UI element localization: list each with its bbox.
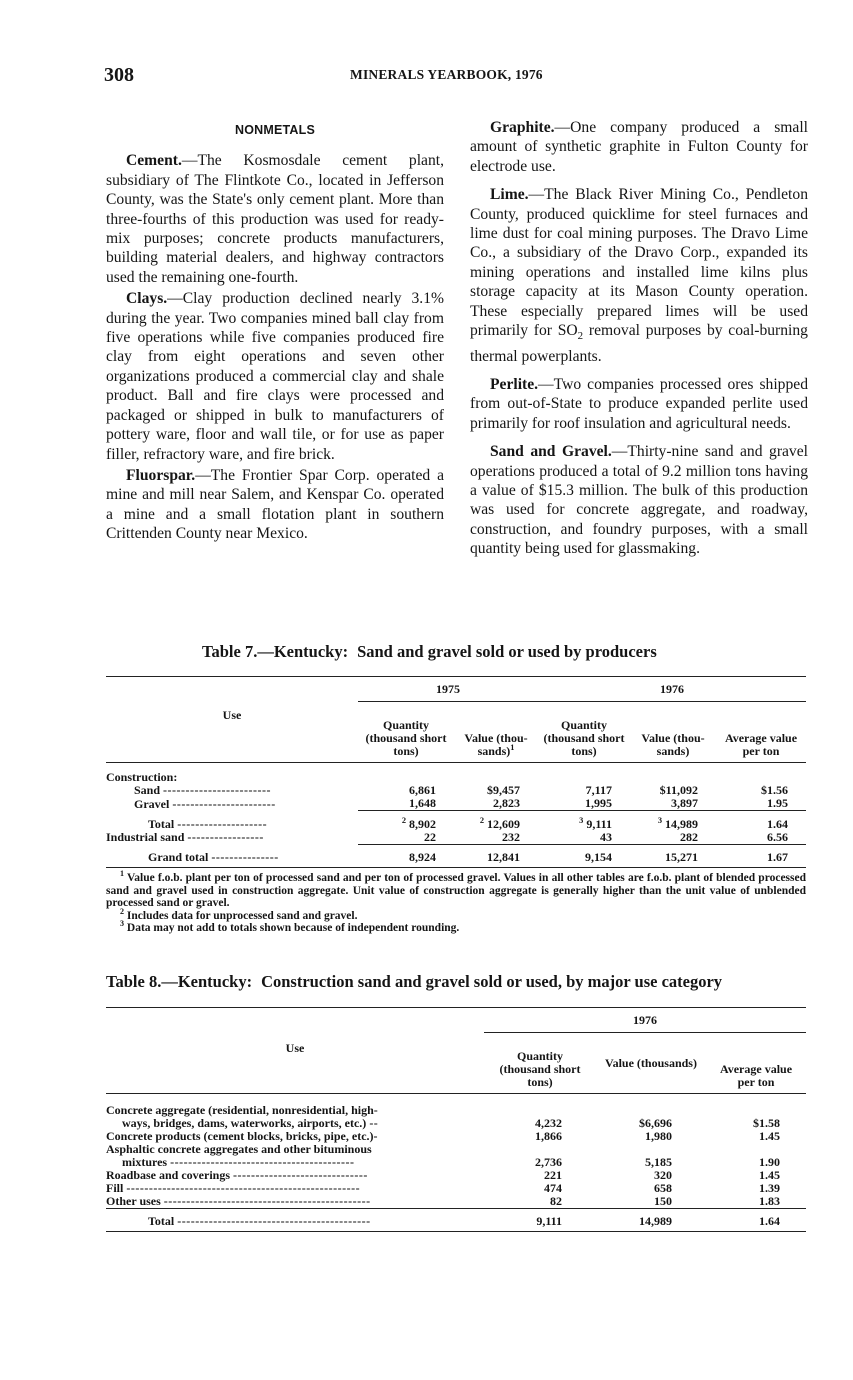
table-row <box>106 1117 806 1130</box>
paragraph-cement <box>106 151 444 287</box>
row-label: Total -------------------- <box>148 816 268 831</box>
table7-col-qty-1976: Quantity (thousand short tons) <box>543 718 625 758</box>
cell-avg: 1.95 <box>716 797 806 811</box>
run-in-heading: Sand and Gravel. <box>490 443 612 461</box>
paragraph-lime <box>470 185 808 366</box>
row-label-text: Grand total <box>148 850 209 864</box>
row-label-text: ways, bridges, dams, waterworks, airports, etc.) <box>122 1117 367 1130</box>
cell-qty-1976: 7,117 <box>585 783 612 797</box>
cell-value-1976: 282 <box>630 831 716 845</box>
table-row <box>106 797 806 811</box>
row-label-text: Other uses <box>106 1195 161 1208</box>
run-in-heading: Graphite. <box>490 119 555 136</box>
row-label: Total ------------------------------------------- <box>148 1214 371 1228</box>
row-label: Fill ---------------------------------------------------- <box>106 1182 361 1195</box>
cell-qty-1976 <box>538 811 630 831</box>
paragraph-text: removal purposes by coal-burning thermal powerplants. <box>470 322 808 365</box>
cell-value-1975: 2,823 <box>454 797 538 811</box>
table-row <box>106 1094 806 1118</box>
cell-qty: 474 <box>544 1181 562 1195</box>
table-row <box>106 1130 806 1143</box>
table7-year-1975: 1975 <box>358 677 538 702</box>
cell-value-1976: $11,092 <box>659 783 698 797</box>
row-label: Roadbase and coverings ------------------------------ <box>106 1169 368 1182</box>
table-row <box>106 831 806 845</box>
table-row <box>106 1209 806 1232</box>
cell-qty-1976: 9,154 <box>585 850 612 864</box>
row-label: mixtures ----------------------------------------- <box>122 1156 355 1169</box>
cell-avg: 1.45 <box>759 1168 780 1182</box>
run-in-heading: Perlite. <box>490 375 539 393</box>
table8 <box>106 1007 806 1232</box>
cell-value-1976 <box>630 811 716 831</box>
table8-title <box>106 972 722 992</box>
footnote-text: Data may not add to totals shown because of independent rounding. <box>126 922 460 935</box>
paragraph-text: —Two companies processed ores shipped from out-of-State to produce expanded perlite used primarily for roof insulation and agricultural needs. <box>470 375 808 432</box>
cell-qty: 4,232 <box>535 1116 562 1130</box>
paragraph-clays <box>106 289 444 464</box>
table8-col-value: Value (thousands) <box>605 1055 697 1070</box>
row-label: ways, bridges, dams, waterworks, airports, etc.) -- <box>122 1117 379 1130</box>
table-row <box>106 1156 806 1169</box>
paragraph-text: —Clay production declined nearly 3.1% during the year. Two companies mined ball clay from five operations while five companies produced fire clay from eight operations and seven other organizations produced a commercial clay and shale product. Ball and fire clays were processed and packaged or shipped in bulk to manufacturers of pottery ware, floor and wall tile, or for use as paper filler, refractory ware, and fire brick. <box>106 290 444 463</box>
cell-value: 320 <box>654 1168 672 1182</box>
paragraph-fluorspar <box>106 466 444 544</box>
running-title: MINERALS YEARBOOK, 1976 <box>350 67 543 82</box>
cell-value: 1,980 <box>645 1129 672 1143</box>
row-label-text: Sand <box>134 784 161 797</box>
cell-avg: 1.45 <box>759 1129 780 1143</box>
cell-qty-1975: 1,648 <box>358 797 454 811</box>
cell-avg: 1.64 <box>759 1214 780 1228</box>
row-label-text: mixtures <box>122 1156 168 1169</box>
table7-footnotes <box>106 869 806 935</box>
table8-title-text: Construction sand and gravel sold or used, by major use category <box>261 972 723 991</box>
cell-qty-1975 <box>358 811 454 831</box>
table7-year-1976: 1976 <box>538 677 806 702</box>
section-heading-nonmetals: NONMETALS <box>234 123 316 137</box>
cell-avg: $1.56 <box>761 783 788 797</box>
table8-col-avg: Average value per ton <box>719 1062 793 1089</box>
footnote-mark: 3 <box>120 919 125 929</box>
footnote-mark: 3 <box>579 815 584 825</box>
table7-col-value-1976: Value (thou- sands) <box>641 731 705 758</box>
cell-value-1975 <box>454 811 538 831</box>
footnote <box>106 906 806 923</box>
row-label-text: Fill <box>106 1182 124 1195</box>
footnote-text: Value f.o.b. plant per ton of processed sand and per ton of processed gravel. Values in all other tables are f.o.b. plant of blended processed sand and gravel used in construction aggregate. Unit value of construction aggregate is generally higher than the unit value of unblended processed sand or gravel. <box>106 872 806 910</box>
footnote-mark: 1 <box>120 869 125 879</box>
cell-qty-1975: 22 <box>358 831 454 845</box>
cell-avg: 1.67 <box>767 850 788 864</box>
cell-value: 150 <box>596 1195 706 1209</box>
row-label: Industrial sand ----------------- <box>106 830 264 844</box>
cell-avg: 1.39 <box>759 1181 780 1195</box>
cell-value: 658 <box>654 1181 672 1195</box>
table7-title-text: Sand and gravel sold or used by producers <box>357 642 657 661</box>
footnote-mark: 3 <box>657 815 662 825</box>
cell-avg: $1.58 <box>753 1116 780 1130</box>
cell-value-1975: $9,457 <box>487 783 520 797</box>
cell-value-1975: 232 <box>454 831 538 845</box>
row-label-text: Gravel <box>134 797 170 811</box>
table8-col-qty: Quantity (thousand short tons) <box>499 1049 581 1089</box>
table7-title-number: Table 7.—Kentucky: <box>202 642 349 661</box>
row-label: Concrete products (cement blocks, bricks, pipe, etc.)- <box>106 1130 379 1143</box>
footnote-mark: 2 <box>479 815 484 825</box>
run-in-heading: Cement. <box>126 152 182 170</box>
cell-qty: 2,736 <box>535 1155 562 1169</box>
row-label-text: Roadbase and coverings <box>106 1169 231 1182</box>
row-label: Sand ------------------------ <box>134 784 271 797</box>
row-label-line: Asphaltic concrete aggregates and other bituminous <box>106 1143 372 1156</box>
header-text: Value (thou- sands) <box>464 731 528 758</box>
table-row <box>106 844 806 868</box>
cell-avg: 1.83 <box>706 1195 806 1209</box>
paragraph-text: —The Frontier Spar Corp. operated a mine and mill near Salem, and Kenspar Co. operated a mine and a small flotation plant in southern Crittenden County near Mexico. <box>106 466 444 543</box>
table-row <box>106 811 806 831</box>
paragraph-perlite <box>470 375 808 433</box>
table7-year-row <box>106 677 806 702</box>
cell-avg: 1.64 <box>767 816 788 831</box>
cell-value-1976: 3,897 <box>630 797 716 811</box>
paragraph-text: —One company produced a small amount of synthetic graphite in Fulton County for electrode use. <box>470 119 808 175</box>
cell-value: $6,696 <box>639 1116 672 1130</box>
page-number: 308 <box>104 64 134 86</box>
table8-year-1976: 1976 <box>484 1008 806 1033</box>
table-row <box>106 784 806 797</box>
cell-qty: 9,111 <box>536 1214 562 1228</box>
paragraph-text: —Thirty-nine sand and gravel operations produced a total of 9.2 million tons having a value of $15.3 million. The bulk of this production was used for concrete aggregate, and roadway, construction, and foundry purposes, with a small quantity being used for glassmaking. <box>470 443 808 558</box>
cell-value: 8,902 <box>409 816 436 831</box>
cell-avg: 6.56 <box>716 831 806 845</box>
run-in-heading: Lime. <box>490 186 529 204</box>
left-column <box>106 118 444 546</box>
right-column <box>470 118 808 568</box>
subscript: 2 <box>577 330 584 343</box>
row-label-line: Concrete aggregate (residential, nonresidential, high- <box>106 1103 378 1117</box>
page-header <box>104 64 806 90</box>
footnote-mark: 1 <box>510 743 515 752</box>
table7 <box>106 676 806 868</box>
cell-qty-1976: 1,995 <box>538 797 630 811</box>
table-row <box>106 1195 806 1209</box>
table-row <box>106 1182 806 1195</box>
table7-col-value-1975 <box>454 702 538 763</box>
row-label: Other uses ---------------------------------------------- <box>106 1195 484 1209</box>
footnote <box>106 919 806 935</box>
cell-value: 12,609 <box>487 816 520 831</box>
footnote-mark: 2 <box>401 815 406 825</box>
table-row <box>106 1169 806 1182</box>
table7-col-avg: Average value per ton <box>724 731 798 758</box>
table8-use-header: Use <box>285 1041 305 1055</box>
cell-value: 14,989 <box>639 1214 672 1228</box>
cell-qty-1975: 6,861 <box>409 783 436 797</box>
paragraph-text: —The Black River Mining Co., Pendleton County, produced quicklime for steel furnaces and lime dust for coal mining purposes. The Dravo Lime Co., a subsidiary of the Dravo Corp., expanded its mining operations and installed lime kilns plus storage capacity at its Mason County operation. These especially prepared limes will be used primarily for SO <box>470 186 808 340</box>
table7-use-header: Use <box>222 708 242 722</box>
row-label-text: Concrete products (cement blocks, bricks, pipe, etc.) <box>106 1130 374 1143</box>
cell-qty-1976: 43 <box>538 831 630 845</box>
table7-title <box>202 642 657 662</box>
cell-value: 14,989 <box>665 816 698 831</box>
paragraph-text: —The Kosmosdale cement plant, subsidiary of The Flintkote Co., located in Jefferson County, was the State's only cement plant. More than three-fourths of this production was used for ready-mix purposes; concrete products manufacturers, building material dealers, and highway contractors used the remaining one-fourth. <box>106 152 444 286</box>
footnote-mark: 2 <box>120 906 125 916</box>
run-in-heading: Fluorspar. <box>126 466 196 484</box>
cell-qty: 1,866 <box>535 1129 562 1143</box>
table-row <box>106 763 806 785</box>
paragraph-graphite <box>470 118 808 176</box>
cell-qty: 221 <box>544 1168 562 1182</box>
footnote-text: Includes data for unprocessed sand and gravel. <box>126 909 358 922</box>
cell-value: 9,111 <box>586 816 612 831</box>
table8-year-row <box>106 1008 806 1033</box>
table-row <box>106 1143 806 1156</box>
row-label-text: Total <box>148 816 175 831</box>
table7-col-qty-1975: Quantity (thousand short tons) <box>365 718 447 758</box>
cell-avg: 1.90 <box>759 1155 780 1169</box>
cell-value-1976: 15,271 <box>665 850 698 864</box>
cell-value: 5,185 <box>645 1155 672 1169</box>
row-label-text: Industrial sand <box>106 830 185 844</box>
cell-qty-1975: 8,924 <box>409 850 436 864</box>
footnote <box>106 869 806 910</box>
table8-title-number: Table 8.—Kentucky: <box>106 972 253 991</box>
cell-qty: 82 <box>484 1195 596 1209</box>
row-label-text: Total <box>148 1214 175 1228</box>
paragraph-sand-gravel <box>470 442 808 558</box>
run-in-heading: Clays. <box>126 290 168 308</box>
row-label: Grand total --------------- <box>148 850 279 864</box>
cell-value-1975: 12,841 <box>487 850 520 864</box>
row-label: Gravel ----------------------- <box>134 797 276 811</box>
table7-group-label: Construction: <box>106 770 178 784</box>
